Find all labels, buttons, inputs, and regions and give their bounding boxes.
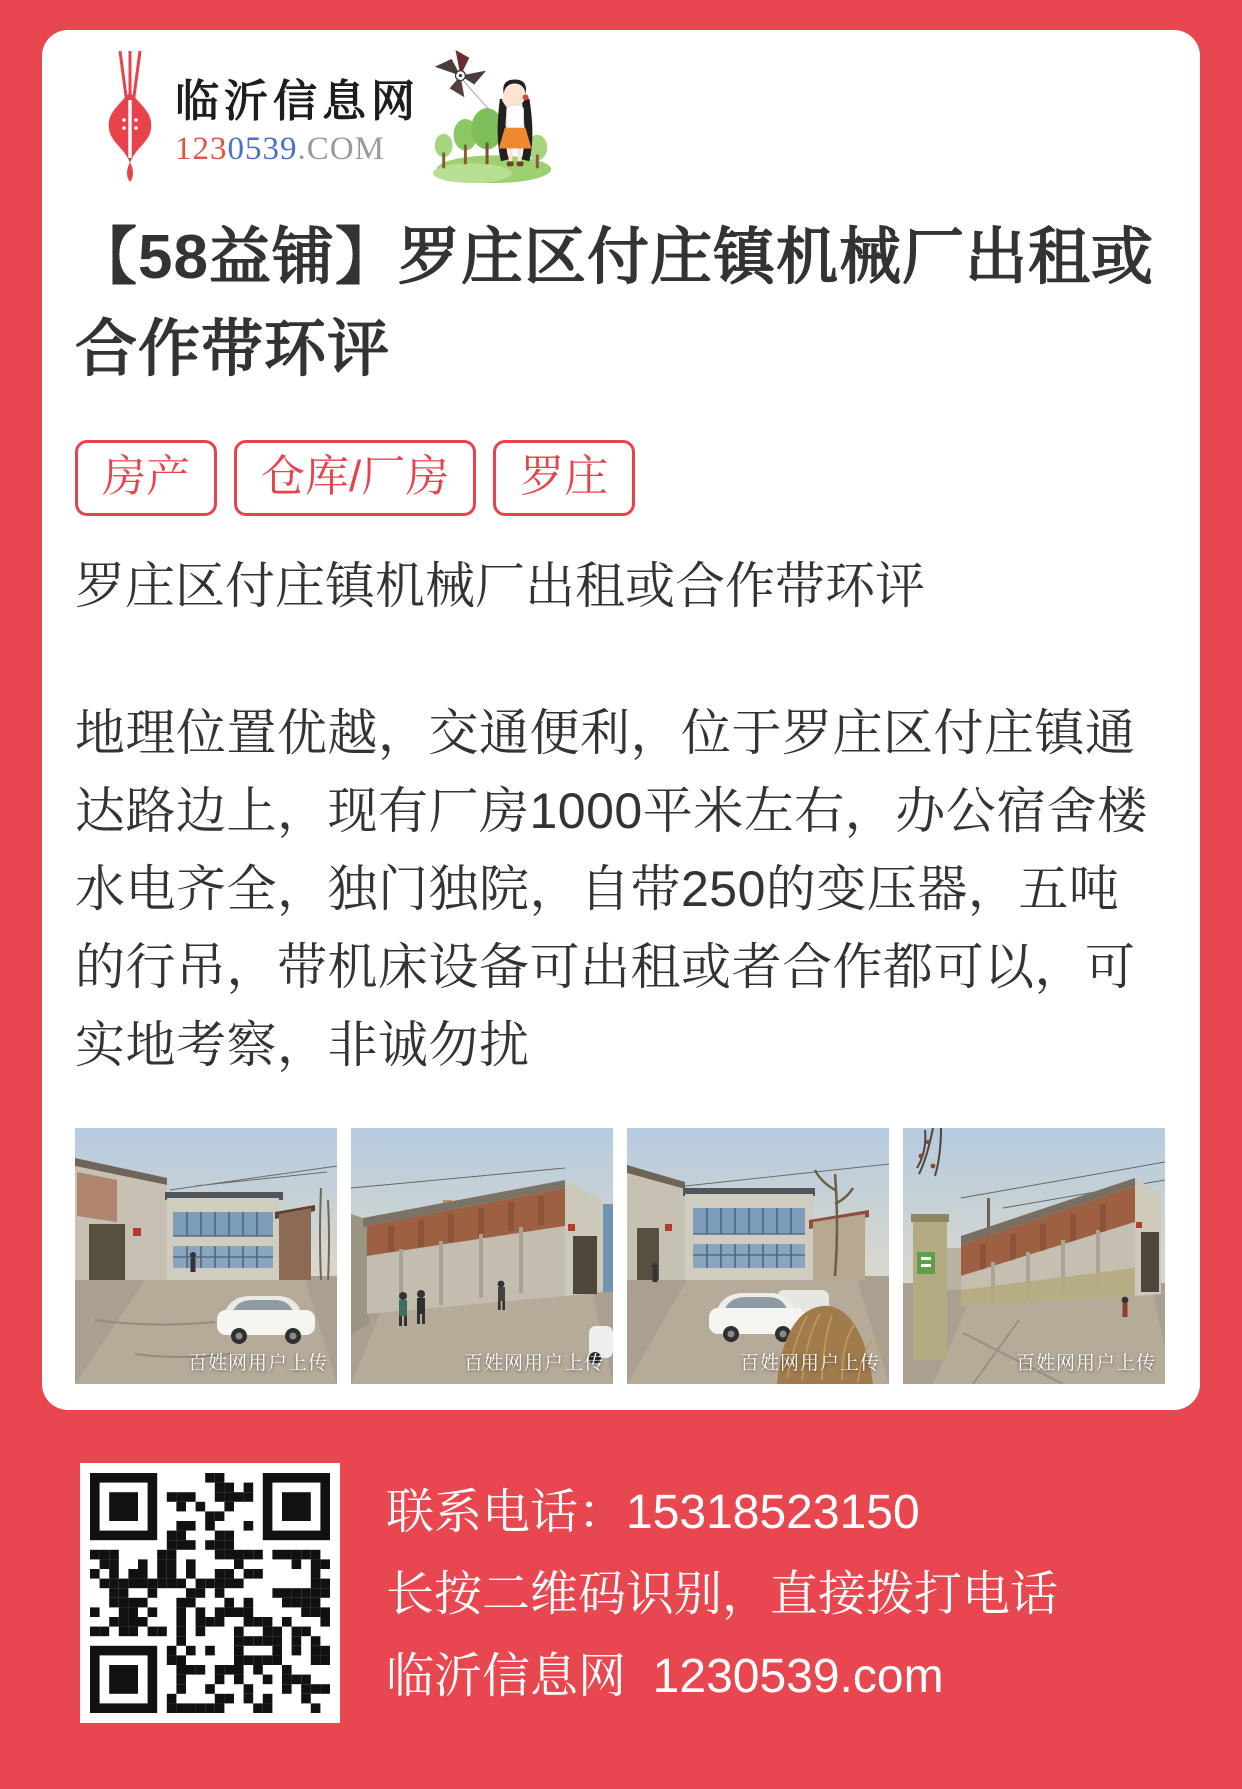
site-url-part1: 123 (175, 130, 228, 167)
category-tag[interactable]: 仓库/厂房 (234, 440, 476, 516)
category-tag[interactable]: 罗庄 (493, 440, 635, 516)
photo-strip (75, 1128, 1167, 1384)
photo-watermark: 百姓网用户上传 (739, 1353, 880, 1374)
contact-info (386, 1463, 1058, 1731)
qr-code[interactable] (80, 1463, 340, 1723)
listing-photo[interactable] (75, 1128, 337, 1384)
qr-code-image (90, 1473, 330, 1713)
factory-photo-4 (903, 1128, 1165, 1384)
photo-watermark: 百姓网用户上传 (463, 1353, 604, 1374)
photo-watermark: 百姓网用户上传 (1015, 1353, 1156, 1374)
contact-phone[interactable]: 联系电话：15318523150 (386, 1486, 920, 1539)
factory-photo-3 (627, 1128, 889, 1384)
site-url-part2: 0539 (227, 130, 298, 167)
factory-photo-1 (75, 1128, 337, 1384)
site-url (175, 131, 420, 168)
listing-title: 【58益铺】罗庄区付庄镇机械厂出租或合作带环评 (75, 223, 1154, 384)
qr-hint: 长按二维码识别，直接拨打电话 (386, 1568, 1059, 1621)
site-logo-icon (101, 50, 159, 182)
factory-photo-2 (351, 1128, 613, 1384)
listing-photo[interactable] (903, 1128, 1165, 1384)
footer-site-line: 临沂信息网 1230539.com (386, 1650, 944, 1703)
listing-photo[interactable] (351, 1128, 613, 1384)
photo-watermark: 百姓网用户上传 (187, 1353, 328, 1374)
pinwheel-kite-icon (435, 50, 486, 97)
listing-description: 地理位置优越，交通便利，位于罗庄区付庄镇通达路边上，现有厂房1000平米左右，办公宿舍楼水电齐全，独门独院，自带250的变压器，五吨的行吊，带机床设备可出租或者合作都可以，可实地考察，非诚勿扰 (75, 705, 1148, 1073)
site-url-part3: .COM (297, 130, 385, 167)
category-tag[interactable]: 房产 (75, 440, 217, 516)
listing-card (42, 30, 1200, 1410)
contact-footer (80, 1463, 1058, 1731)
listing-photo[interactable] (627, 1128, 889, 1384)
site-name: 临沂信息网 (175, 76, 420, 126)
mascot-illustration (424, 48, 558, 184)
tag-row (75, 440, 1167, 516)
listing-summary: 罗庄区付庄镇机械厂出租或合作带环评 (75, 558, 925, 614)
site-header (75, 46, 1167, 186)
